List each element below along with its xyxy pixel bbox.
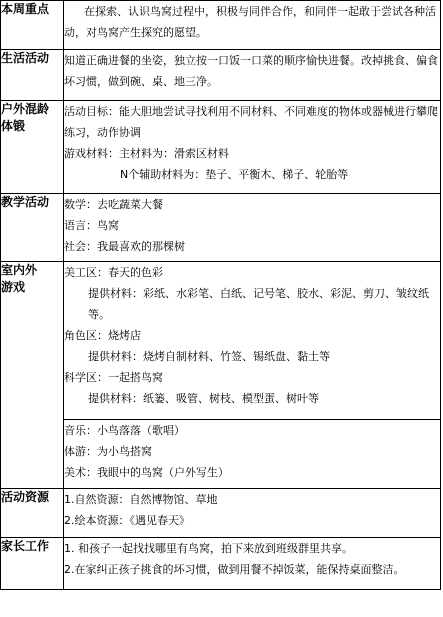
fine-art-activity: 美术：我眼中的鸟窝（户外写生） xyxy=(64,466,229,479)
teaching-item: 社会：我最喜欢的那棵树 xyxy=(64,240,185,253)
row-weekly-focus xyxy=(1,1,441,50)
music-activity: 音乐：小鸟落落（歌唱） xyxy=(64,424,185,437)
pe-game: 体游：为小鸟搭窝 xyxy=(64,445,152,458)
label-games-line1: 室内外 xyxy=(1,263,38,277)
label-activity-resources: 活动资源 xyxy=(1,489,64,538)
content-life-activity xyxy=(64,50,441,101)
label-outdoor-line2: 体锻 xyxy=(1,119,26,133)
label-weekly-focus: 本周重点 xyxy=(1,1,64,50)
parent-item: 1. 和孩子一起找找哪里有鸟窝，拍下来放到班级群里共享。 xyxy=(64,542,353,555)
weekly-focus-text: 在探索、认识鸟窝过程中，积极与同伴合作，和同伴一起敢于尝试各种活动，对鸟窝产生探究的愿望。 xyxy=(64,5,436,39)
label-life-activity: 生活活动 xyxy=(1,50,64,101)
row-games-activities xyxy=(1,420,441,489)
row-games-areas xyxy=(1,262,441,420)
art-area: 美工区：春天的色彩 xyxy=(64,266,163,279)
resource-item: 1.自然资源：自然博物馆、草地 xyxy=(64,493,218,506)
content-games-areas xyxy=(64,262,441,420)
life-activity-text: 知道正确进餐的坐姿，独立按一口饭一口菜的顺序愉快进餐。改掉挑食、偏食坏习惯，做到碗、桌、地三净。 xyxy=(64,54,438,88)
row-life-activity xyxy=(1,50,441,101)
label-parent-work: 家长工作 xyxy=(1,538,64,590)
art-materials: 提供材料：彩纸、水彩笔、白纸、记号笔、胶水、彩泥、剪刀、皱纹纸等。 xyxy=(88,287,429,321)
teaching-item: 数学：去吃蔬菜大餐 xyxy=(64,198,163,211)
content-teaching-activity xyxy=(64,194,441,262)
label-teaching-activity: 教学活动 xyxy=(1,194,64,262)
label-outdoor-line1: 户外混龄 xyxy=(1,102,50,116)
science-materials: 提供材料：纸篓、吸管、树枝、模型蛋、树叶等 xyxy=(88,392,319,405)
label-outdoor-exercise xyxy=(1,101,64,194)
outdoor-goal: 活动目标：能大胆地尝试寻找利用不同材料、不同难度的物体或器械进行攀爬练习，动作协调 xyxy=(64,105,438,139)
label-indoor-outdoor-games xyxy=(1,262,64,489)
content-parent-work xyxy=(64,538,441,590)
role-area: 角色区：烧烤店 xyxy=(64,329,141,342)
resource-item: 2.绘本资源：《遇见春天》 xyxy=(64,514,190,527)
outdoor-aux-materials: N个辅助材料为：垫子、平衡木、梯子、轮胎等 xyxy=(120,168,349,181)
label-games-line2: 游戏 xyxy=(1,280,26,294)
science-area: 科学区：一起搭鸟窝 xyxy=(64,371,163,384)
row-parent-work xyxy=(1,538,441,590)
row-activity-resources xyxy=(1,489,441,538)
row-teaching-activity xyxy=(1,194,441,262)
content-outdoor-exercise xyxy=(64,101,441,194)
row-outdoor-exercise xyxy=(1,101,441,194)
content-weekly-focus xyxy=(64,1,441,50)
content-games-activities xyxy=(64,420,441,489)
parent-item: 2.在家纠正孩子挑食的坏习惯，做到用餐不掉饭菜，能保持桌面整洁。 xyxy=(64,563,405,576)
role-materials: 提供材料：烧烤自制材料、竹签、锡纸盘、黏土等 xyxy=(88,350,330,363)
teaching-item: 语言：鸟窝 xyxy=(64,219,119,232)
outdoor-main-materials: 游戏材料：主材料为：滑索区材料 xyxy=(64,147,229,160)
content-activity-resources xyxy=(64,489,441,538)
